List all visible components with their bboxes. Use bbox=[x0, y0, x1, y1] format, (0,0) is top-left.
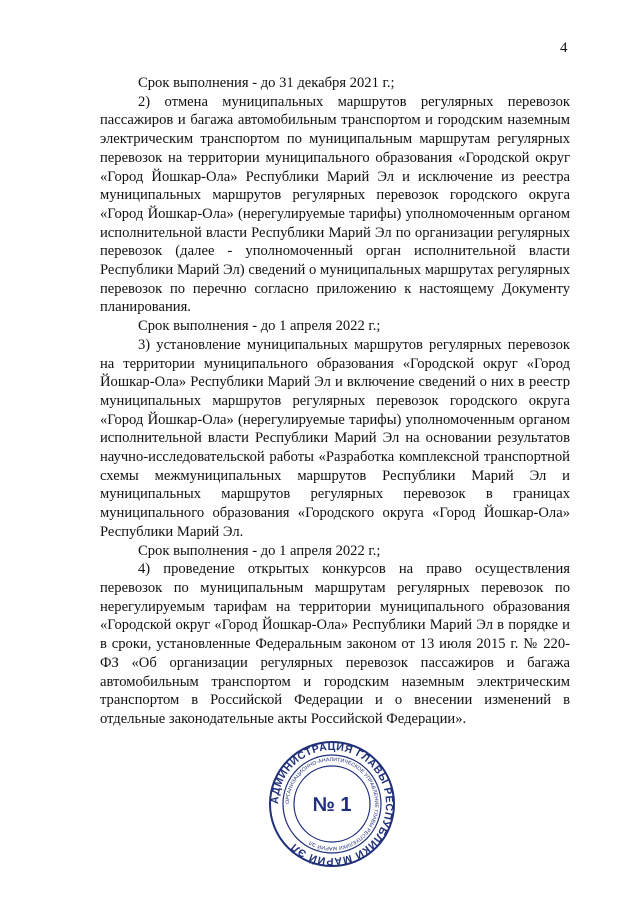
page-number: 4 bbox=[560, 40, 568, 56]
document-body bbox=[100, 74, 570, 729]
svg-text:ОРГАНИЗАЦИОННО-АНАЛИТИЧЕСКОЕ У: ОРГАНИЗАЦИОННО-АНАЛИТИЧЕСКОЕ УПРАВЛЕНИЕ ГЛАВЫ РЕСПУБЛИКИ МАРИЙ ЭЛ bbox=[284, 756, 380, 852]
svg-text:АДМИНИСТРАЦИЯ ГЛАВЫ РЕСПУБЛИКИ: АДМИНИСТРАЦИЯ ГЛАВЫ РЕСПУБЛИКИ МАРИЙ ЭЛ bbox=[268, 740, 396, 868]
svg-text:№ 1: № 1 bbox=[312, 794, 352, 816]
deadline-line: Срок выполнения - до 1 апреля 2022 г.; bbox=[138, 318, 381, 335]
paragraph-item-2: 2) отмена муниципальных маршрутов регулярных перевозок пассажиров и багажа автомобильным транспортом и городским наземным электрическим транспортом по муниципальным маршрутам регулярных перевозок на территории муниципального образования «Городской округ «Город Йошкар-Ола» Республики Марий Эл и исключение из реестра муниципальных маршрутов регулярных перевозок городского округа «Город Йошкар-Ола» (нерегулируемые тарифы) уполномоченным органом исполнительной власти Республики Марий Эл по организации регулярных перевозок (далее - уполномоченный орган исполнительной власти Республики Марий Эл) сведений о муниципальных маршрутах регулярных перевозок по перечню согласно приложению к настоящему Документу планирования. bbox=[100, 93, 570, 316]
paragraph-item-3: 3) установление муниципальных маршрутов регулярных перевозок на территории муниципального образования «Городской округ «Город Йошкар-Ола» Республики Марий Эл и включение сведений о них в реестр муниципальных маршрутов регулярных перевозок городского округа «Город Йошкар-Ола» (нерегулируемые тарифы) уполномоченным органом исполнительной власти Республики Марий Эл на основании результатов научно-исследовательской работы «Разработка комплексной транспортной схемы межмуниципальных маршрутов Республики Марий Эл и муниципальных маршрутов регулярных перевозок в границах муниципального образования «Городского округа «Город Йошкар-Ола» Республики Марий Эл. bbox=[100, 336, 570, 540]
paragraph-item-4: 4) проведение открытых конкурсов на право осуществления перевозок по муниципальным маршрутам регулярных перевозок по нерегулируемым тарифам на территории муниципального образования «Городской округ «Город Йошкар-Ола» Республики Марий Эл в порядке и в сроки, установленные Федеральным законом от 13 июля 2015 г. № 220-ФЗ «Об организации регулярных перевозок пассажиров и багажа автомобильным транспортом и городским наземным электрическим транспортом в Российской Федерации и о внесении изменений в отдельные законодательные акты Российской Федерации». bbox=[100, 561, 570, 727]
seal-graphic bbox=[268, 740, 396, 868]
deadline-line: Срок выполнения - до 1 апреля 2022 г.; bbox=[138, 542, 381, 559]
deadline-line: Срок выполнения - до 31 декабря 2021 г.; bbox=[138, 75, 395, 91]
official-seal bbox=[268, 740, 396, 868]
